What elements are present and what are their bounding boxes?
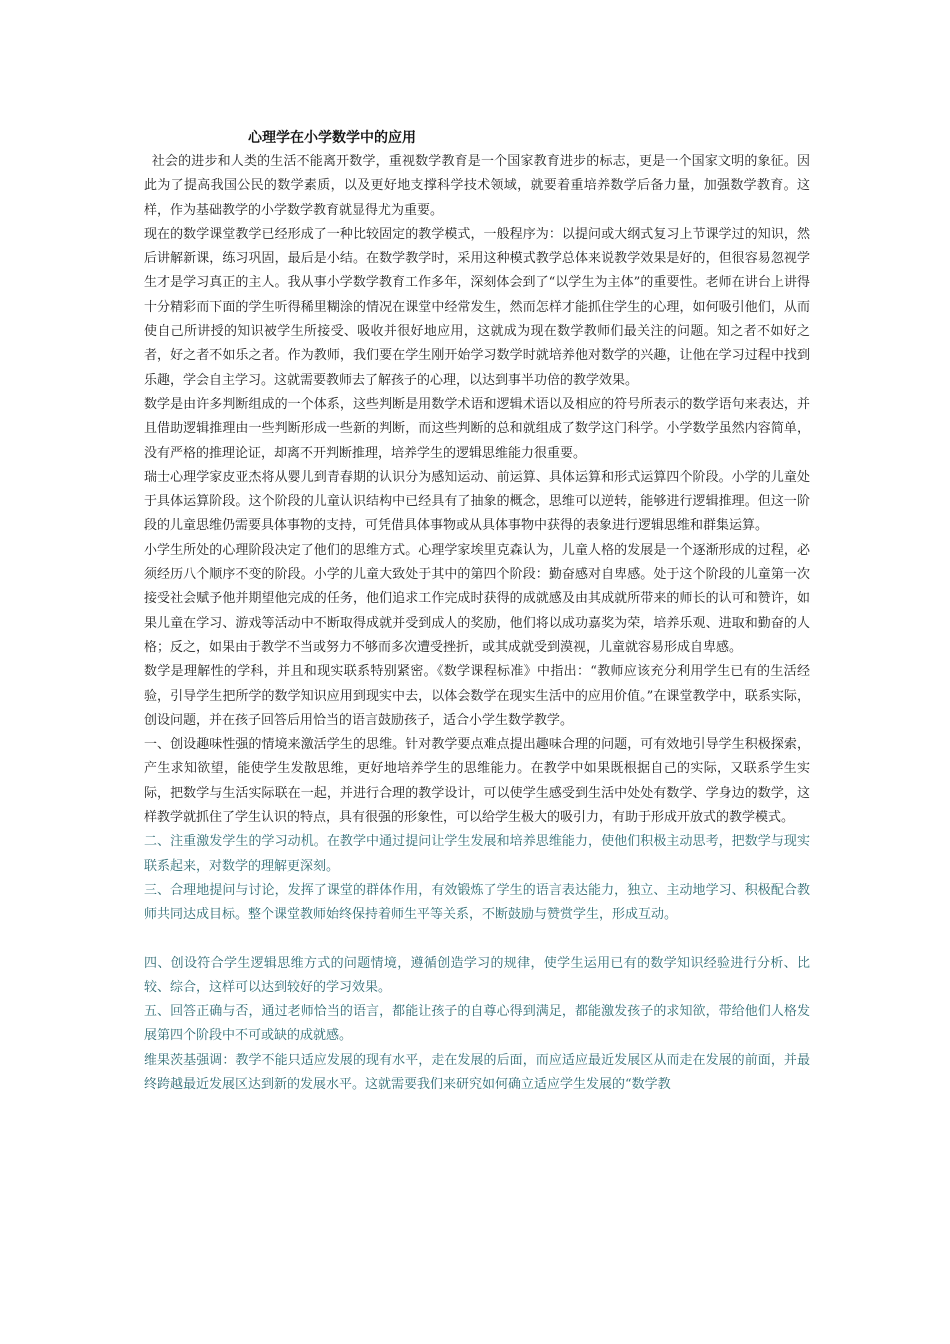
paragraph-intro: 社会的进步和人类的生活不能离开数学，重视数学教育是一个国家教育进步的标志，更是一个国家文明的象征。因此为了提高我国公民的数学素质，以及更好地支撑科学技术领域，就要着重培养数学后备力量，加强数学教育。这样，作为基础教学的小学数学教育就显得尤为重要。 — [144, 154, 810, 218]
paragraph-teaching-mode: 现在的数学课堂教学已经形成了一种比较固定的教学模式，一般程序为：以提问或大纲式复习上节课学过的知识，然后讲解新课，练习巩固，最后是小结。在数学教学时，采用这种模式教学总体来说教学效果是好的，但很容易忽视学生才是学习真正的主人。我从事小学数学教育工作多年，深刻体会到了“以学生为主体”的重要性。老师在讲台上讲得十分精彩而下面的学生听得稀里糊涂的情况在课堂中经常发生，然而怎样才能抓住学生的心理，如何吸引他们，从而使自己所讲授的知识被学生所接受、吸收并很好地应用，这就成为现在数学教师们最关注的问题。知之者不如好之者，好之者不如乐之者。作为教师，我们要在学生刚开始学习数学时就培养他对数学的兴趣，让他在学习过程中找到乐趣，学会自主学习。这就需要教师去了解孩子的心理，以达到事半功倍的教学效果。 — [144, 226, 810, 388]
paragraph-erikson: 小学生所处的心理阶段决定了他们的思维方式。心理学家埃里克森认为，儿童人格的发展是一个逐渐形成的过程，必须经历八个顺序不变的阶段。小学的儿童大致处于其中的第四个阶段：勤奋感对自卑感。处于这个阶段的儿童第一次接受社会赋予他并期望他完成的任务，他们追求工作完成时获得的成就感及由其成就所带来的师长的认可和赞许，如果儿童在学习、游戏等活动中不断取得成就并受到成人的奖励，他们将以成功嘉奖为荣，培养乐观、进取和勤奋的人格；反之，如果由于教学不当或努力不够而多次遭受挫折，或其成就受到漠视，儿童就容易形成自卑感。 — [144, 542, 810, 655]
paragraph-judgment-system: 数学是由许多判断组成的一个体系，这些判断是用数学术语和逻辑术语以及相应的符号所表示的数学语句来表达，并且借助逻辑推理由一些判断形成一些新的判断，而这些判断的总和就组成了数学这门科学。小学数学虽然内容简单，没有严格的推理论证，却离不开判断推理，培养学生的逻辑思维能力很重要。 — [144, 396, 810, 461]
document-page — [144, 126, 810, 1097]
paragraph-point-one: 一、创设趣味性强的情境来激活学生的思维。针对教学要点难点提出趣味合理的问题，可有效地引导学生积极探索，产生求知欲望，能使学生发散思维，更好地培养学生的思维能力。在教学中如果既根据自己的实际，又联系学生实际，把数学与生活实际联在一起，并进行合理的教学设计，可以使学生感受到生活中处处有数学、学身边的数学，这样教学就抓住了学生认识的特点，具有很强的形象性，可以给学生极大的吸引力，有助于形成开放式的教学模式。 — [144, 737, 810, 826]
paragraph-point-two: 二、注重激发学生的学习动机。在教学中通过提问让学生发展和培养思维能力，使他们积极主动思考，把数学与现实联系起来，对数学的理解更深刻。 — [144, 834, 810, 874]
paragraph-point-four: 四、创设符合学生逻辑思维方式的问题情境，遵循创造学习的规律，使学生运用已有的数学知识经验进行分析、比较、综合，这样可以达到较好的学习效果。 — [144, 955, 810, 995]
paragraph-point-five: 五、回答正确与否，通过老师恰当的语言，都能让孩子的自尊心得到满足，都能激发孩子的求知欲，带给他们人格发展第四个阶段中不可或缺的成就感。 — [144, 1004, 810, 1044]
blank-line — [144, 928, 810, 952]
paragraph-vygotsky: 维果茨基强调：教学不能只适应发展的现有水平，走在发展的后面，而应适应最近发展区从而走在发展的前面，并最终跨越最近发展区达到新的发展水平。这就需要我们来研究如何确立适应学生发展的“数学教 — [144, 1052, 810, 1092]
paragraph-curriculum-standard: 数学是理解性的学科，并且和现实联系特别紧密。《数学课程标准》中指出：“教师应该充分利用学生已有的生活经验，引导学生把所学的数学知识应用到现实中去，以体会数学在现实生活中的应用价值。”在课堂教学中，联系实际，创设问题，并在孩子回答后用恰当的语言鼓励孩子，适合小学生数学教学。 — [144, 664, 810, 728]
paragraph-point-three: 三、合理地提问与讨论，发挥了课堂的群体作用，有效锻炼了学生的语言表达能力，独立、主动地学习、积极配合教师共同达成目标。整个课堂教师始终保持着师生平等关系，不断鼓励与赞赏学生，形成互动。 — [144, 882, 810, 923]
paragraph-piaget: 瑞士心理学家皮亚杰将从婴儿到青春期的认识分为感知运动、前运算、具体运算和形式运算四个阶段。小学的儿童处于具体运算阶段。这个阶段的儿童认识结构中已经具有了抽象的概念，思维可以逆转，能够进行逻辑推理。但这一阶段的儿童思维仍需要具体事物的支持，可凭借具体事物或从具体事物中获得的表象进行逻辑思维和群集运算。 — [144, 469, 810, 534]
document-title: 心理学在小学数学中的应用 — [248, 130, 416, 146]
